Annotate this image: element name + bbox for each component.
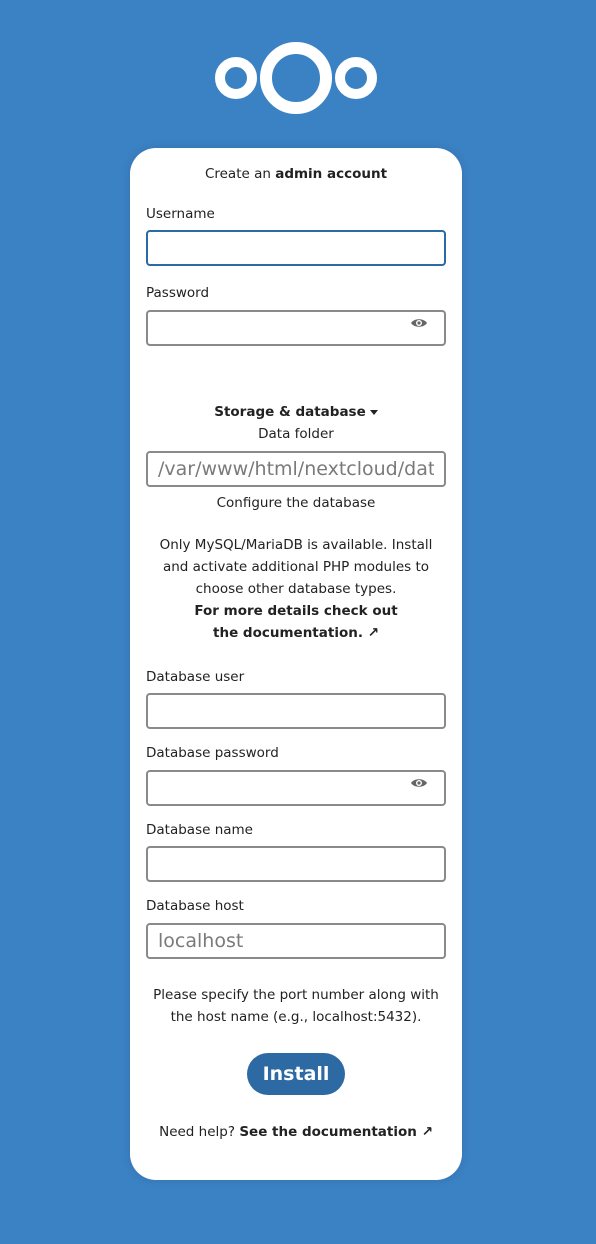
db-password-label: Database password — [146, 745, 279, 761]
caret-down-icon — [370, 410, 378, 415]
db-host-input[interactable] — [146, 923, 446, 959]
eye-icon[interactable] — [410, 777, 428, 789]
storage-database-toggle[interactable] — [130, 403, 462, 421]
data-folder-input[interactable] — [146, 451, 446, 487]
db-details-link[interactable]: For more details check out the documentation. ↗ — [194, 603, 398, 641]
data-folder-label: Data folder — [258, 426, 334, 442]
form-heading — [130, 163, 462, 185]
db-user-label: Database user — [146, 669, 245, 685]
help-prefix: Need help? — [159, 1124, 236, 1140]
eye-icon[interactable] — [410, 317, 428, 329]
heading-bold: admin account — [275, 166, 388, 182]
install-card — [130, 148, 462, 1180]
db-password-input[interactable] — [146, 770, 446, 806]
nextcloud-logo-icon — [210, 38, 382, 118]
storage-toggle-label: Storage & database — [214, 404, 366, 420]
db-name-label: Database name — [146, 822, 253, 838]
configure-database-label: Configure the database — [216, 495, 376, 511]
password-input[interactable] — [146, 310, 446, 346]
username-label: Username — [146, 206, 215, 222]
port-hint: Please specify the port number along with the host name (e.g., localhost:5432). — [153, 987, 439, 1025]
help-documentation-link[interactable]: See the documentation ↗ — [239, 1124, 433, 1140]
username-input[interactable] — [146, 230, 446, 266]
db-notice: Only MySQL/MariaDB is available. Install and activate additional PHP modules to choose other database types. — [159, 537, 433, 597]
db-user-input[interactable] — [146, 693, 446, 729]
password-label: Password — [146, 285, 210, 301]
heading-prefix: Create an — [204, 166, 271, 182]
db-host-label: Database host — [146, 898, 244, 914]
db-name-input[interactable] — [146, 846, 446, 882]
install-button[interactable]: Install — [247, 1053, 345, 1095]
help-line — [130, 1122, 462, 1142]
